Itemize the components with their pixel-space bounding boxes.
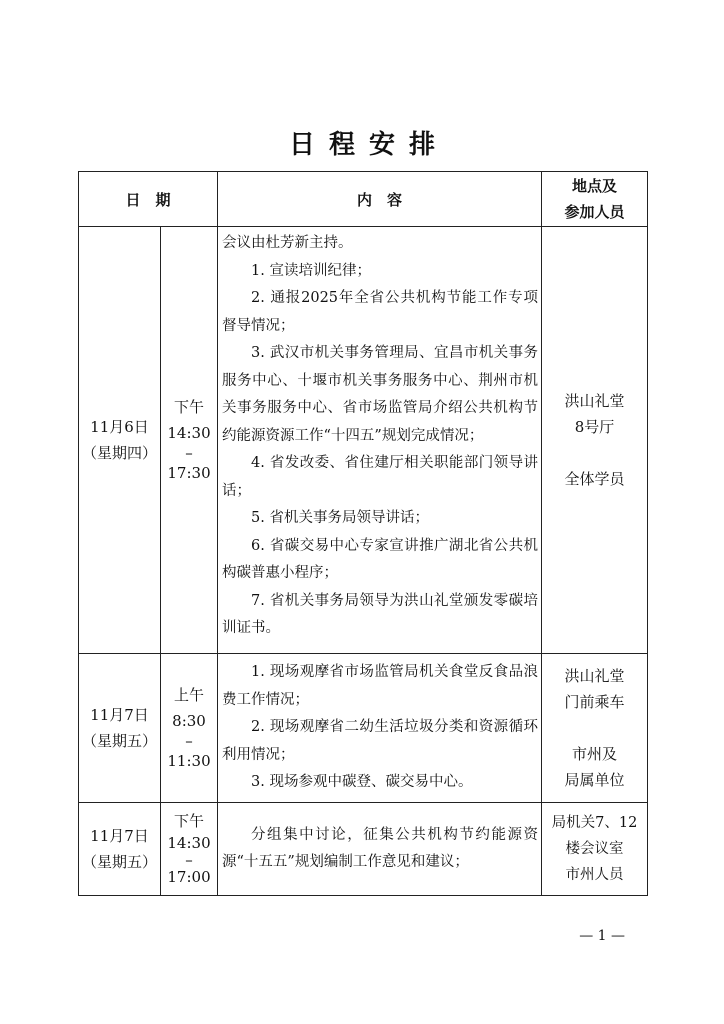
location-cell: 洪山礼堂 门前乘车 市州及 局属单位 <box>542 654 648 803</box>
time-cell: 上午 8:30 – 11:30 <box>161 654 218 803</box>
content-cell: 分组集中讨论，征集公共机构节约能源资源“十五五”规划编制工作意见和建议； <box>218 803 542 896</box>
time-cell: 下午 14:30 – 17:30 <box>161 227 218 654</box>
time-cell: 下午 14:30 – 17:00 <box>161 803 218 896</box>
date-cell: 11月7日 （星期五） <box>79 803 161 896</box>
header-date: 日 期 <box>79 172 218 227</box>
date-cell: 11月7日 （星期五） <box>79 654 161 803</box>
location-cell: 洪山礼堂 8号厅 全体学员 <box>542 227 648 654</box>
date-cell: 11月6日 （星期四） <box>79 227 161 654</box>
header-location: 地点及 参加人员 <box>542 172 648 227</box>
table-row <box>79 654 648 803</box>
page-number: — 1 — <box>579 928 625 944</box>
content-cell: 会议由杜芳新主持。 1. 宣读培训纪律； 2. 通报2025年全省公共机构节能工作专项督导情况； 3. 武汉市机关事务管理局、宜昌市机关事务服务中心、十堰市机关事务服务中心、荆州市机关事务服务中心、省市场监管局介绍公共机构节约能源资源工作“十四五”规划完成情况； 4. 省发改委、省住建厅相关职能部门领导讲话； 5. 省机关事务局领导讲话； 6. 省碳交易中心专家宣讲推广湖北省公共机构碳普惠小程序； 7. 省机关事务局领导为洪山礼堂颁发零碳培训证书。 <box>218 227 542 654</box>
content-cell: 1. 现场观摩省市场监管局机关食堂反食品浪费工作情况； 2. 现场观摩省二幼生活垃圾分类和资源循环利用情况； 3. 现场参观中碳登、碳交易中心。 <box>218 654 542 803</box>
schedule-table <box>78 171 648 896</box>
table-row <box>79 227 648 654</box>
header-content: 内 容 <box>218 172 542 227</box>
page-title: 日程安排 <box>288 130 449 160</box>
table-row <box>79 803 648 896</box>
location-cell: 局机关7、12 楼会议室 市州人员 <box>542 803 648 896</box>
table-header-row <box>79 172 648 227</box>
